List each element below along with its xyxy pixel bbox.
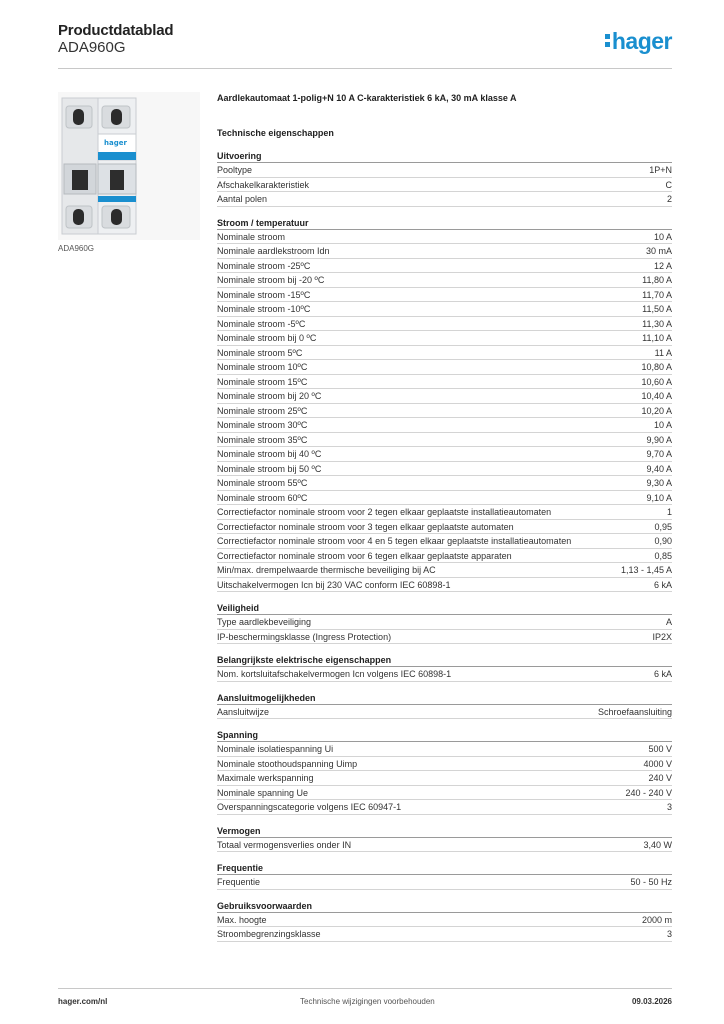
spec-label: Afschakelkarakteristiek (217, 179, 310, 190)
spec-row (217, 800, 672, 815)
spec-section (217, 150, 672, 207)
spec-label: Pooltype (217, 165, 253, 175)
spec-value: 10,40 A (641, 391, 672, 401)
spec-label: Nominale stroom -25ºC (217, 260, 311, 271)
spec-row (217, 244, 672, 259)
spec-row (217, 447, 672, 462)
header-divider (58, 68, 672, 69)
spec-value: 3 (666, 929, 672, 939)
spec-row (217, 742, 672, 757)
spec-label: Maximale werkspanning (217, 773, 314, 783)
spec-label: Overspanningscategorie volgens IEC 60947-1 (217, 802, 402, 812)
spec-label: Nominale stroom 10ºC (217, 362, 308, 372)
spec-value: 1 (666, 507, 672, 517)
spec-label: Nominale stoothoudspanning Uimp (217, 758, 358, 769)
spec-row (217, 578, 672, 593)
spec-row (217, 346, 672, 361)
spec-value: 50 - 50 Hz (630, 877, 672, 887)
product-image (58, 92, 200, 240)
spec-label: Nominale stroom 15ºC (217, 376, 308, 387)
spec-value: 11,70 A (642, 289, 672, 300)
spec-value: 10,20 A (641, 405, 672, 416)
spec-row (217, 178, 672, 193)
spec-value: 9,30 A (646, 478, 672, 488)
spec-label: Nominale isolatiespanning Ui (217, 744, 334, 754)
spec-row (217, 838, 672, 853)
section-title: Vermogen (217, 825, 672, 838)
spec-label: Nominale stroom 30ºC (217, 420, 308, 430)
spec-label: Type aardlekbeveiliging (217, 617, 312, 627)
spec-section (217, 900, 672, 942)
spec-row (217, 302, 672, 317)
spec-value: 2000 m (641, 914, 672, 925)
spec-label: Nominale stroom bij 40 ºC (217, 449, 322, 459)
spec-label: IP-beschermingsklasse (Ingress Protection) (217, 631, 392, 642)
spec-value: 30 mA (645, 246, 672, 256)
spec-row (217, 771, 672, 786)
section-title: Aansluitmogelijkheden (217, 692, 672, 705)
spec-value: 9,70 A (646, 449, 672, 459)
logo-text: hager (611, 28, 672, 54)
spec-value: 11,80 A (642, 275, 672, 285)
spec-value: 9,10 A (646, 492, 672, 503)
spec-label: Correctiefactor nominale stroom voor 4 en 5 tegen elkaar geplaatste installatieautomaten (217, 536, 572, 546)
spec-label: Uitschakelvermogen Icn bij 230 VAC conform IEC 60898-1 (217, 579, 451, 590)
spec-label: Correctiefactor nominale stroom voor 6 tegen elkaar geplaatste apparaten (217, 550, 512, 561)
spec-label: Nominale stroom bij 50 ºC (217, 463, 322, 474)
spec-value: 12 A (653, 260, 672, 271)
spec-label: Nominale stroom 60ºC (217, 492, 308, 503)
spec-label: Nominale stroom 5ºC (217, 347, 303, 358)
spec-value: 11,10 A (642, 333, 672, 343)
product-description: Aardlekautomaat 1-polig+N 10 A C-karakteristiek 6 kA, 30 mA klasse A (217, 93, 517, 103)
page-header (58, 20, 672, 68)
spec-row (217, 786, 672, 801)
spec-value: 3 (666, 802, 672, 812)
spec-value: A (665, 617, 672, 627)
spec-content (217, 93, 672, 942)
spec-row (217, 505, 672, 520)
spec-row (217, 563, 672, 578)
spec-section (217, 862, 672, 890)
spec-row (217, 476, 672, 491)
spec-row (217, 927, 672, 942)
footer-note: Technische wijzigingen voorbehouden (300, 997, 435, 1006)
spec-label: Correctiefactor nominale stroom voor 3 tegen elkaar geplaatste automaten (217, 521, 514, 532)
spec-label: Nominale stroom bij 20 ºC (217, 391, 322, 401)
spec-value: IP2X (652, 631, 672, 642)
spec-label: Nominale aardlekstroom Idn (217, 246, 330, 256)
spec-label: Nom. kortsluitafschakelvermogen Icn volgens IEC 60898-1 (217, 669, 452, 679)
spec-row (217, 757, 672, 772)
spec-section (217, 654, 672, 682)
spec-row (217, 491, 672, 506)
spec-row (217, 273, 672, 288)
image-caption: ADA960G (58, 244, 95, 253)
spec-label: Nominale spanning Ue (217, 787, 309, 798)
section-title: Gebruiksvoorwaarden (217, 900, 672, 913)
spec-row (217, 705, 672, 720)
spec-row (217, 317, 672, 332)
spec-value: 0,90 (654, 536, 672, 546)
spec-value: 3,40 W (643, 839, 672, 850)
spec-label: Nominale stroom (217, 231, 286, 242)
spec-value: 6 kA (653, 579, 672, 590)
spec-label: Totaal vermogensverlies onder IN (217, 839, 352, 850)
spec-label: Aantal polen (217, 194, 268, 204)
spec-label: Nominale stroom 55ºC (217, 478, 308, 488)
spec-label: Nominale stroom 25ºC (217, 405, 308, 416)
spec-value: 0,85 (654, 550, 672, 561)
spec-value: 9,40 A (646, 463, 672, 474)
spec-row (217, 549, 672, 564)
section-title: Frequentie (217, 862, 672, 875)
spec-value: C (665, 179, 672, 190)
spec-row (217, 230, 672, 245)
spec-row (217, 192, 672, 207)
spec-value: 11,50 A (642, 304, 672, 314)
spec-row (217, 259, 672, 274)
spec-value: 0,95 (654, 521, 672, 532)
spec-row (217, 288, 672, 303)
spec-label: Nominale stroom 35ºC (217, 434, 308, 445)
spec-row (217, 163, 672, 178)
logo-dots-icon (605, 28, 611, 48)
section-title: Uitvoering (217, 150, 672, 163)
section-title: Veiligheid (217, 602, 672, 615)
spec-section (217, 217, 672, 593)
spec-row (217, 360, 672, 375)
spec-label: Nominale stroom -15ºC (217, 289, 311, 300)
hager-logo (605, 28, 672, 55)
spec-value: 240 - 240 V (625, 787, 672, 798)
section-title: Belangrijkste elektrische eigenschappen (217, 654, 672, 667)
spec-row (217, 404, 672, 419)
spec-value: 10,80 A (641, 362, 672, 372)
spec-row (217, 433, 672, 448)
spec-label: Nominale stroom bij -20 ºC (217, 275, 325, 285)
spec-label: Aansluitwijze (217, 706, 270, 717)
spec-value: 10 A (653, 420, 672, 430)
spec-label: Correctiefactor nominale stroom voor 2 tegen elkaar geplaatste installatieautomaten (217, 507, 552, 517)
spec-value: 10 A (653, 231, 672, 242)
technical-properties-title: Technische eigenschappen (217, 128, 334, 138)
spec-row (217, 331, 672, 346)
spec-section (217, 602, 672, 644)
spec-label: Min/max. drempelwaarde thermische beveiliging bij AC (217, 565, 436, 575)
spec-section (217, 729, 672, 815)
spec-row (217, 375, 672, 390)
spec-value: 9,90 A (646, 434, 672, 445)
spec-row (217, 418, 672, 433)
spec-sections (217, 150, 672, 942)
spec-value: 240 V (648, 773, 672, 783)
circuit-breaker-icon (58, 92, 200, 240)
spec-value: 6 kA (653, 669, 672, 679)
spec-label: Nominale stroom -5ºC (217, 318, 306, 329)
spec-section (217, 825, 672, 853)
spec-value: 1,13 - 1,45 A (620, 565, 672, 575)
product-code: ADA960G (58, 39, 126, 56)
section-title: Spanning (217, 729, 672, 742)
spec-row (217, 667, 672, 682)
spec-value: 10,60 A (641, 376, 672, 387)
spec-value: 4000 V (643, 758, 672, 769)
spec-value: Schroefaansluiting (597, 706, 672, 717)
spec-row (217, 520, 672, 535)
spec-row (217, 913, 672, 928)
footer-date: 09.03.2026 (631, 997, 672, 1006)
spec-row (217, 389, 672, 404)
svg-text:hager: hager (104, 139, 127, 147)
spec-value: 2 (666, 194, 672, 204)
spec-label: Max. hoogte (217, 914, 267, 925)
spec-label: Nominale stroom bij 0 ºC (217, 333, 317, 343)
spec-value: 500 V (648, 744, 672, 754)
spec-label: Stroombegrenzingsklasse (217, 929, 321, 939)
spec-row (217, 615, 672, 630)
spec-value: 11,30 A (642, 318, 672, 329)
spec-label: Nominale stroom -10ºC (217, 304, 311, 314)
footer-url[interactable]: hager.com/nl (58, 997, 108, 1006)
spec-row (217, 875, 672, 890)
spec-label: Frequentie (217, 877, 261, 887)
spec-value: 11 A (654, 347, 672, 358)
document-title: Productdatablad (58, 22, 174, 39)
spec-row (217, 462, 672, 477)
footer-divider (58, 988, 672, 989)
spec-value: 1P+N (649, 165, 672, 175)
spec-row (217, 630, 672, 645)
spec-section (217, 692, 672, 720)
spec-row (217, 534, 672, 549)
section-title: Stroom / temperatuur (217, 217, 672, 230)
